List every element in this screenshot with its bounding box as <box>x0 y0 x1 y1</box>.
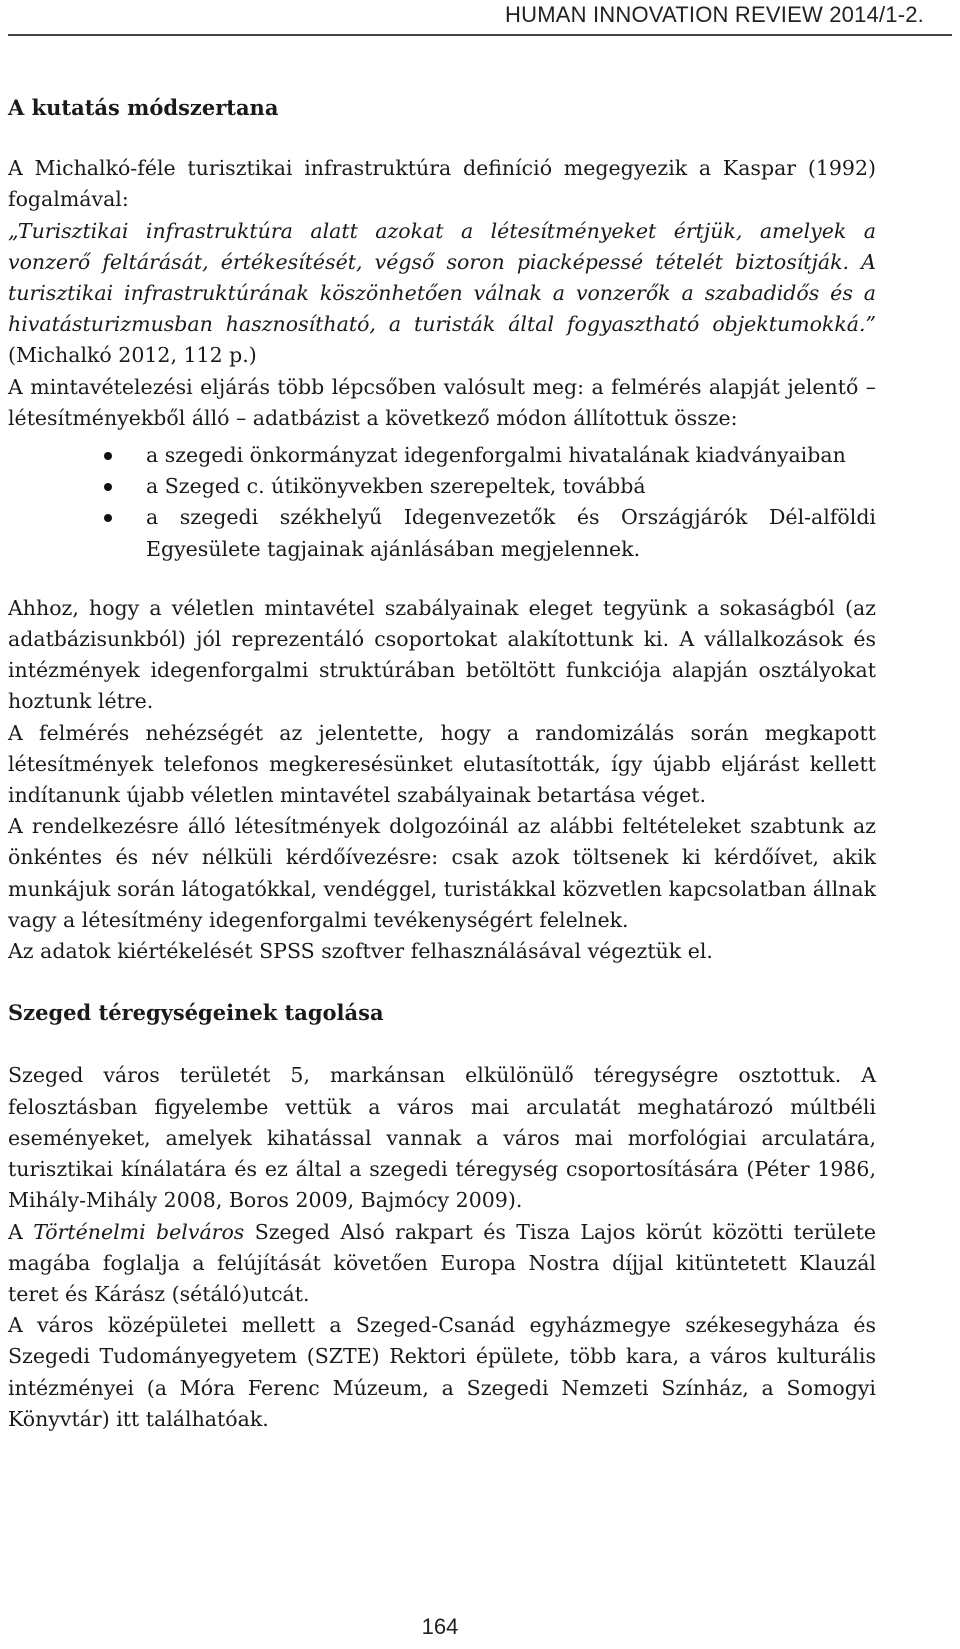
header-divider <box>8 34 952 36</box>
list-item <box>8 502 876 564</box>
quote-paragraph <box>8 216 876 372</box>
page-body <box>8 92 876 1435</box>
section-heading-methodology: A kutatás módszertana <box>8 95 279 120</box>
body-paragraph: A felmérés nehézségét az jelentette, hogy a randomizálás során megkapott létesítmények telefonos megkeresésünket elutasították, így újabb eljárást kellett indítanunk újabb véletlen mintavétel szabályainak betartása véget. <box>8 720 876 808</box>
body-paragraph: A város középületei mellett a Szeged-Csanád egyházmegye székesegyháza és Szegedi Tudományegyetem (SZTE) Rektori épülete, több kara, a város kulturális intézményei (a Móra Ferenc Múzeum, a Szegedi Nemzeti Színház, a Somogyi Könyvtár) itt találhatóak. <box>8 1313 876 1431</box>
text-run: Szeged Alsó rakpart és Tisza Lajos körút közötti területe magába foglalja a felújítását követően Europa Nostra díjjal kitüntetett Klauzál teret és Kárász (sétáló)utcát. <box>8 1219 876 1306</box>
text-run: A <box>8 1219 34 1244</box>
bullet-icon <box>104 483 112 491</box>
page-number: 164 <box>421 1614 459 1639</box>
body-paragraph: A rendelkezésre álló létesítmények dolgozóinál az alábbi feltételeket szabtunk az önkéntes és név nélküli kérdőívezésre: csak azok töltsenek ki kérdőívet, akik munkájuk során látogatókkal, vendéggel, turistákkal közvetlen kapcsolatban állnak vagy a létesítmény idegenforgalmi tevékenységért felelnek. <box>8 814 876 932</box>
source-list <box>8 440 876 565</box>
body-paragraph: Szeged város területét 5, markánsan elkülönülő téregységre osztottuk. A felosztásban figyelembe vettük a város mai arculatát meghatározó múltbéli eseményeket, amelyek kihatással vannak a város mai morfológiai arculatára, turisztikai kínálatára és ez által a szegedi téregység csoportosítására (Péter 1986, Mihály-Mihály 2008, Boros 2009, Bajmócy 2009). <box>8 1063 876 1213</box>
list-item-text: a Szeged c. útikönyvekben szerepeltek, továbbá <box>146 474 646 499</box>
body-paragraph: Ahhoz, hogy a véletlen mintavétel szabályainak eleget tegyünk a sokaságból (az adatbázisunkból) jól reprezentáló csoportokat alakítottunk ki. A vállalkozások és intézmények idegenforgalmi struktúrában betöltött funkciója alapján osztályokat hoztunk létre. <box>8 595 876 714</box>
body-paragraph <box>8 1217 876 1311</box>
journal-header: HUMAN INNOVATION REVIEW 2014/1-2. <box>505 2 924 27</box>
section-heading-districts: Szeged téregységeinek tagolása <box>8 1000 384 1026</box>
quote-citation: (Michalkó 2012, 112 p.) <box>8 343 257 368</box>
district-term: Történelmi belváros <box>33 1219 245 1244</box>
bullet-icon <box>104 514 112 522</box>
list-item-text: a szegedi székhelyű Idegenvezetők és Országjárók Dél-alföldi Egyesülete tagjainak ajánlásában megjelennek. <box>146 505 876 561</box>
body-paragraph: Az adatok kiértékelését SPSS szoftver felhasználásával végeztük el. <box>8 939 713 964</box>
list-item-text: a szegedi önkormányzat idegenforgalmi hivatalának kiadványaiban <box>146 443 846 468</box>
intro-paragraph: A Michalkó-féle turisztikai infrastruktúra definíció megegyezik a Kaspar (1992) fogalmával: <box>8 156 876 212</box>
list-item <box>8 440 876 471</box>
definition-quote: „Turisztikai infrastruktúra alatt azokat a létesítményeket értjük, amelyek a vonzerő feltárását, értékesítését, végső soron piacképessé tételét biztosítják. A turisztikai infrastruktúrának köszönhetően válnak a vonzerők a szabadidős és a hivatásturizmusban hasznosítható, a turisták által fogyasztható objektumokká.” <box>8 218 876 337</box>
list-item <box>8 471 876 502</box>
sampling-paragraph: A mintavételezési eljárás több lépcsőben valósult meg: a felmérés alapját jelentő – létesítményekből álló – adatbázist a következő módon állítottuk össze: <box>8 374 876 430</box>
bullet-icon <box>104 452 112 460</box>
